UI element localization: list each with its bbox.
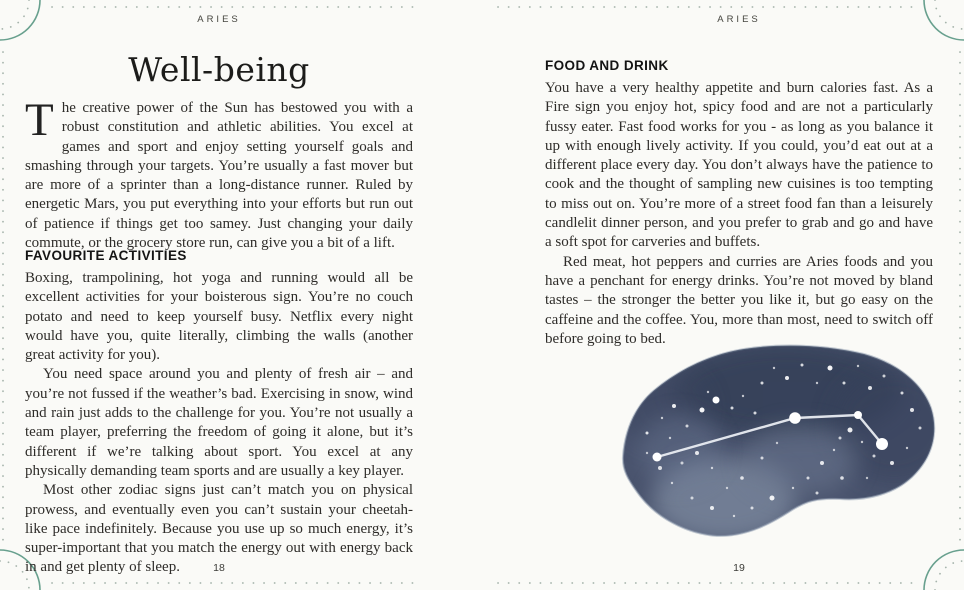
paragraph: Most other zodiac signs just can’t match you on physical prowess, and eventually even you can’t sustain your cheetah-like pace indefinitely. Because you use up so much energy, it’s super-important that you match the energy out with energy back in and get plenty of sleep. [25,482,413,576]
intro-text: he creative power of the Sun has bestowed you with a robust constitution and athletic abilities. You excel at games and sport and enjoy setting yourself goals and smashing through your targets. You’re usually a fast mover but are more of a sprinter than a long-distance runner. Ruled by energetic Mars, you put everything into your efforts but run out of patience if things get too samey. Just changing your daily commute, or the grocery store run, can give you a bit of a lift. [25,100,413,252]
paragraph: Red meat, hot peppers and curries are Aries foods and you have a penchant for energy drinks. You’re not moved by bland tastes – the stronger the better you like it, but go easy on the caffeine and the coffee. You, more than most, need to switch off before going to bed. [545,253,933,347]
paragraph: You have a very healthy appetite and burn calories fast. As a Fire sign you enjoy hot, spicy food and are not a particularly fussy eater. Fast food works for you - as long as you balance it up with enough lively activity. If you could, you’d eat out at a different place every day. You don’t always have the patience to cook and the thought of sampling new cuisines is too tempting to miss out on. You’re more of a street food fan than a leisurely candlelit dinner person, and you prefer to grab and go and have a soft spot for carveries and buffets. [545,80,933,251]
running-header-left: ARIES [197,14,241,25]
aries-constellation-illustration [612,338,952,548]
dropcap-letter: T [25,94,54,146]
page-number-left: 18 [213,562,225,574]
food-and-drink-section [545,58,933,349]
chapter-title: Well-being [128,50,310,89]
favourite-activities-section [25,248,413,578]
running-header-right: ARIES [717,14,761,25]
paragraph: You need space around you and plenty of fresh air – and you’re not fussed if the weather’s bad. Exercising in snow, wind and rain just adds to the challenge for you. You’re not usually a team player, preferring the freedom of going it alone, but it’s different if we’re talking about sport. You excel at any physically demanding team sports and are usually a key player. [25,366,413,479]
intro-paragraph [25,94,413,253]
food-and-drink-heading: FOOD AND DRINK [545,58,669,73]
favourite-activities-heading: FAVOURITE ACTIVITIES [25,248,187,263]
watercolor-shading [619,342,952,542]
paragraph: Boxing, trampolining, hot yoga and running would all be excellent activities for your boisterous sign. You’re no couch potato and need to keep yourself busy. Netflix every night would have you, quite literally, climbing the walls (another great activity for you). [25,270,413,364]
page-number-right: 19 [733,562,745,574]
